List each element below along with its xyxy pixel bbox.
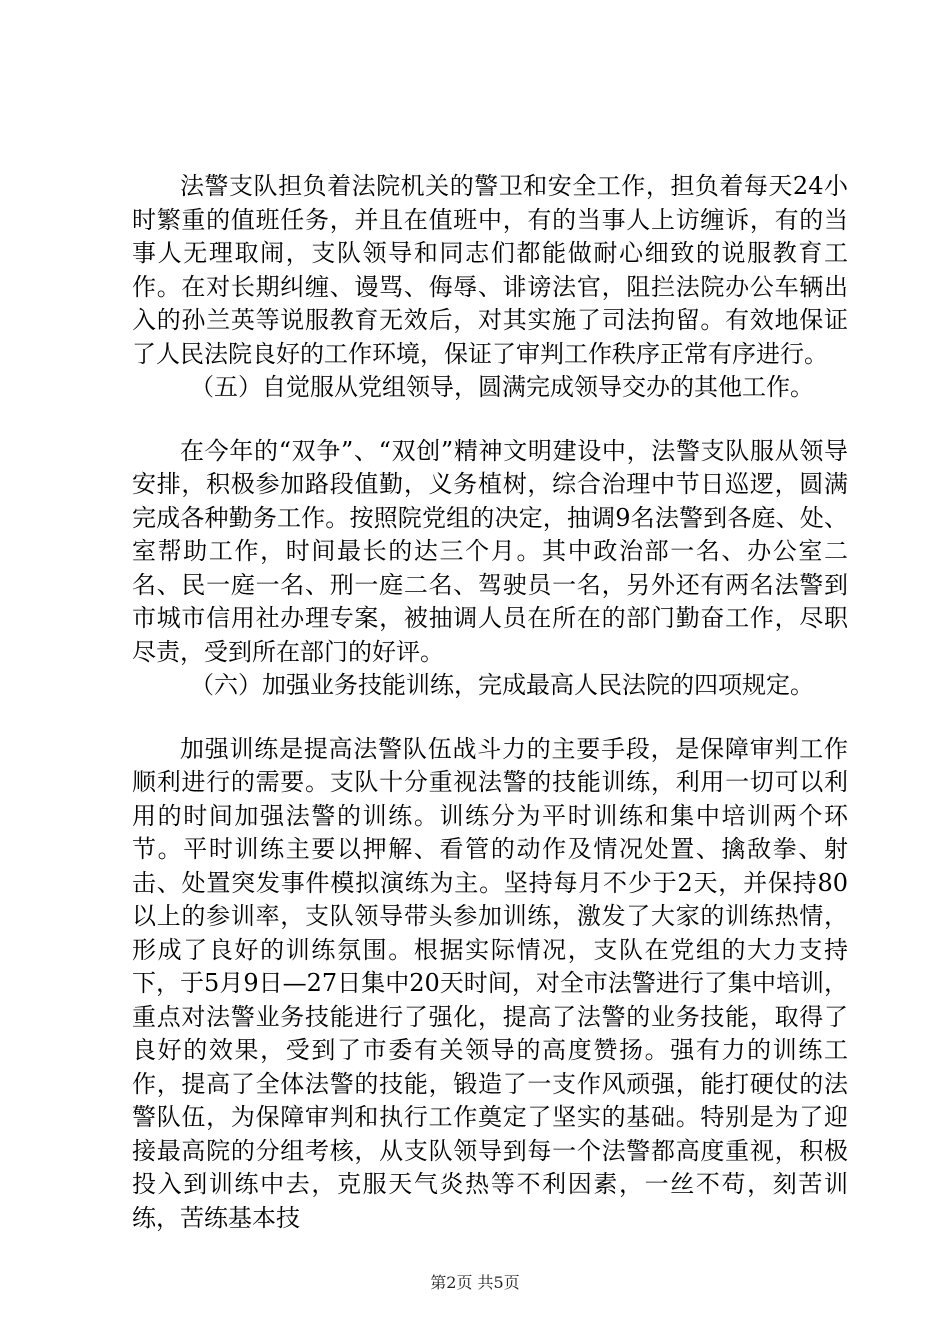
paragraph-civilization-building: 在今年的“双争”、“双创”精神文明建设中，法警支队服从领导安排，积极参加路段值勤，义务植树，综合治理中节日巡逻，圆满完成各种勤务工作。按照院党组的决定，抽调9名法警到各庭、处、室帮助工作，时间最长的达三个月。其中政治部一名、办公室二名、民一庭一名、刑一庭二名、驾驶员一名，另外还有两名法警到市城市信用社办理专案，被抽调人员在所在的部门勤奋工作，尽职尽责，受到所在部门的好评。 bbox=[132, 436, 848, 666]
paragraph-training: 加强训练是提高法警队伍战斗力的主要手段，是保障审判工作顺利进行的需要。支队十分重视法警的技能训练，利用一切可以利用的时间加强法警的训练。训练分为平时训练和集中培训两个环节。平时训练主要以押解、看管的动作及情况处置、擒敌拳、射击、处置突发事件模拟演练为主。坚持每月不少于2天，并保持80以上的参训率，支队领导带头参加训练，激发了大家的训练热情，形成了良好的训练氛围。根据实际情况，支队在党组的大力支持下，于5月9日—27日集中20天时间，对全市法警进行了集中培训，重点对法警业务技能进行了强化，提高了法警的业务技能，取得了良好的效果，受到了市委有关领导的高度赞扬。强有力的训练工作，提高了全体法警的技能，锻造了一支作风顽强，能打硬仗的法警队伍，为保障审判和执行工作奠定了坚实的基础。特别是为了迎接最高院的分组考核，从支队领导到每一个法警都高度重视，积极投入到训练中去，克服天气炎热等不利因素，一丝不苟，刻苦训练，苦练基本技 bbox=[132, 734, 848, 1232]
paragraph-guard-duty: 法警支队担负着法院机关的警卫和安全工作，担负着每天24小时繁重的值班任务，并且在值班中，有的当事人上访缠诉，有的当事人无理取闹，支队领导和同志们都能做耐心细致的说服教育工作。在对长期纠缠、谩骂、侮辱、诽谤法官，阻拦法院办公车辆出入的孙兰英等说服教育无效后，对其实施了司法拘留。有效地保证了人民法院良好的工作环境，保证了审判工作秩序正常有序进行。 bbox=[132, 172, 848, 368]
section-heading-5: （五）自觉服从党组领导，圆满完成领导交办的其他工作。 bbox=[190, 373, 814, 401]
document-body bbox=[132, 170, 848, 1235]
page-number-footer: 第2页 共5页 bbox=[430, 1273, 520, 1292]
section-heading-6: （六）加强业务技能训练，完成最高人民法院的四项规定。 bbox=[190, 671, 814, 699]
